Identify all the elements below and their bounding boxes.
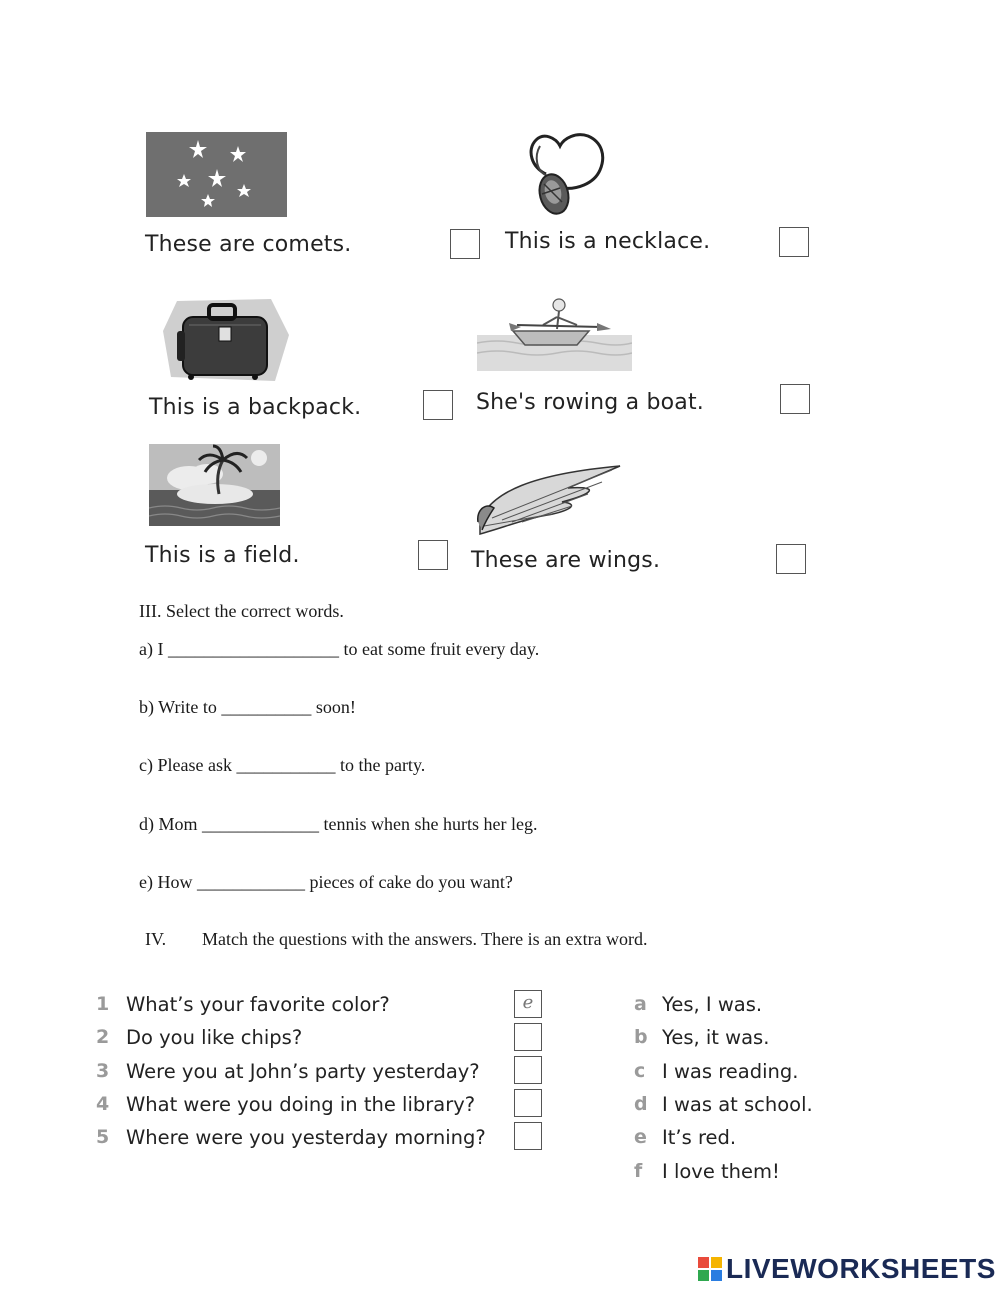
- answer-box[interactable]: e: [514, 990, 542, 1018]
- answer-text: Yes, I was.: [662, 993, 763, 1016]
- question-text: Do you like chips?: [126, 1026, 303, 1049]
- answer-text: I love them!: [662, 1160, 780, 1183]
- answer-letter: f: [634, 1160, 643, 1182]
- question-text: Where were you yesterday morning?: [126, 1126, 486, 1149]
- sentence-a: a) I ___________________ to eat some fruit every day.: [139, 639, 540, 659]
- checkbox-field[interactable]: [418, 540, 448, 570]
- caption-backpack: This is a backpack.: [149, 395, 362, 420]
- answer-letter: c: [634, 1060, 646, 1082]
- question-text: What were you doing in the library?: [126, 1093, 476, 1116]
- liveworksheets-logo: [698, 1253, 996, 1285]
- rowing-boat-image: [477, 295, 632, 375]
- section-4-title: Match the questions with the answers. There is an extra word.: [202, 929, 648, 949]
- question-number: 4: [96, 1093, 110, 1115]
- section-3-title: III. Select the correct words.: [139, 601, 344, 621]
- answer-letter: b: [634, 1026, 648, 1048]
- question-number: 5: [96, 1126, 110, 1148]
- checkbox-necklace[interactable]: [779, 227, 809, 257]
- checkbox-comets[interactable]: [450, 229, 480, 259]
- caption-field: This is a field.: [145, 543, 300, 568]
- question-number: 3: [96, 1060, 110, 1082]
- checkbox-wings[interactable]: [776, 544, 806, 574]
- island-image: [149, 444, 280, 526]
- question-number: 1: [96, 993, 110, 1015]
- suitcase-image: [163, 297, 291, 383]
- caption-wings: These are wings.: [471, 548, 661, 573]
- answer-text: It’s red.: [662, 1126, 737, 1149]
- checkbox-boat[interactable]: [780, 384, 810, 414]
- caption-necklace: This is a necklace.: [505, 229, 711, 254]
- answer-box[interactable]: [514, 1089, 542, 1117]
- answer-text: I was reading.: [662, 1060, 799, 1083]
- logo-text: LIVEWORKSHEETS: [726, 1253, 996, 1284]
- section-4-number: IV.: [145, 929, 167, 949]
- caption-comets: These are comets.: [145, 232, 352, 257]
- answer-text: Yes, it was.: [662, 1026, 770, 1049]
- sentence-c: c) Please ask ___________ to the party.: [139, 755, 426, 775]
- answer-box[interactable]: [514, 1122, 542, 1150]
- sentence-e: e) How ____________ pieces of cake do you want?: [139, 872, 513, 892]
- answer-letter: d: [634, 1093, 648, 1115]
- logo-blocks-icon: [698, 1257, 722, 1281]
- answer-box[interactable]: [514, 1023, 542, 1051]
- comets-image: [146, 132, 287, 217]
- caption-boat: She's rowing a boat.: [476, 390, 704, 415]
- sentence-b: b) Write to __________ soon!: [139, 697, 356, 717]
- answer-text: I was at school.: [662, 1093, 813, 1116]
- checkbox-backpack[interactable]: [423, 390, 453, 420]
- question-text: Were you at John’s party yesterday?: [126, 1060, 480, 1083]
- question-text: What’s your favorite color?: [126, 993, 390, 1016]
- wings-image: [472, 462, 624, 538]
- sentence-d: d) Mom _____________ tennis when she hurts her leg.: [139, 814, 538, 834]
- answer-letter: a: [634, 993, 647, 1015]
- answer-letter: e: [634, 1126, 647, 1148]
- necklace-image: [522, 132, 608, 220]
- answer-box[interactable]: [514, 1056, 542, 1084]
- question-number: 2: [96, 1026, 110, 1048]
